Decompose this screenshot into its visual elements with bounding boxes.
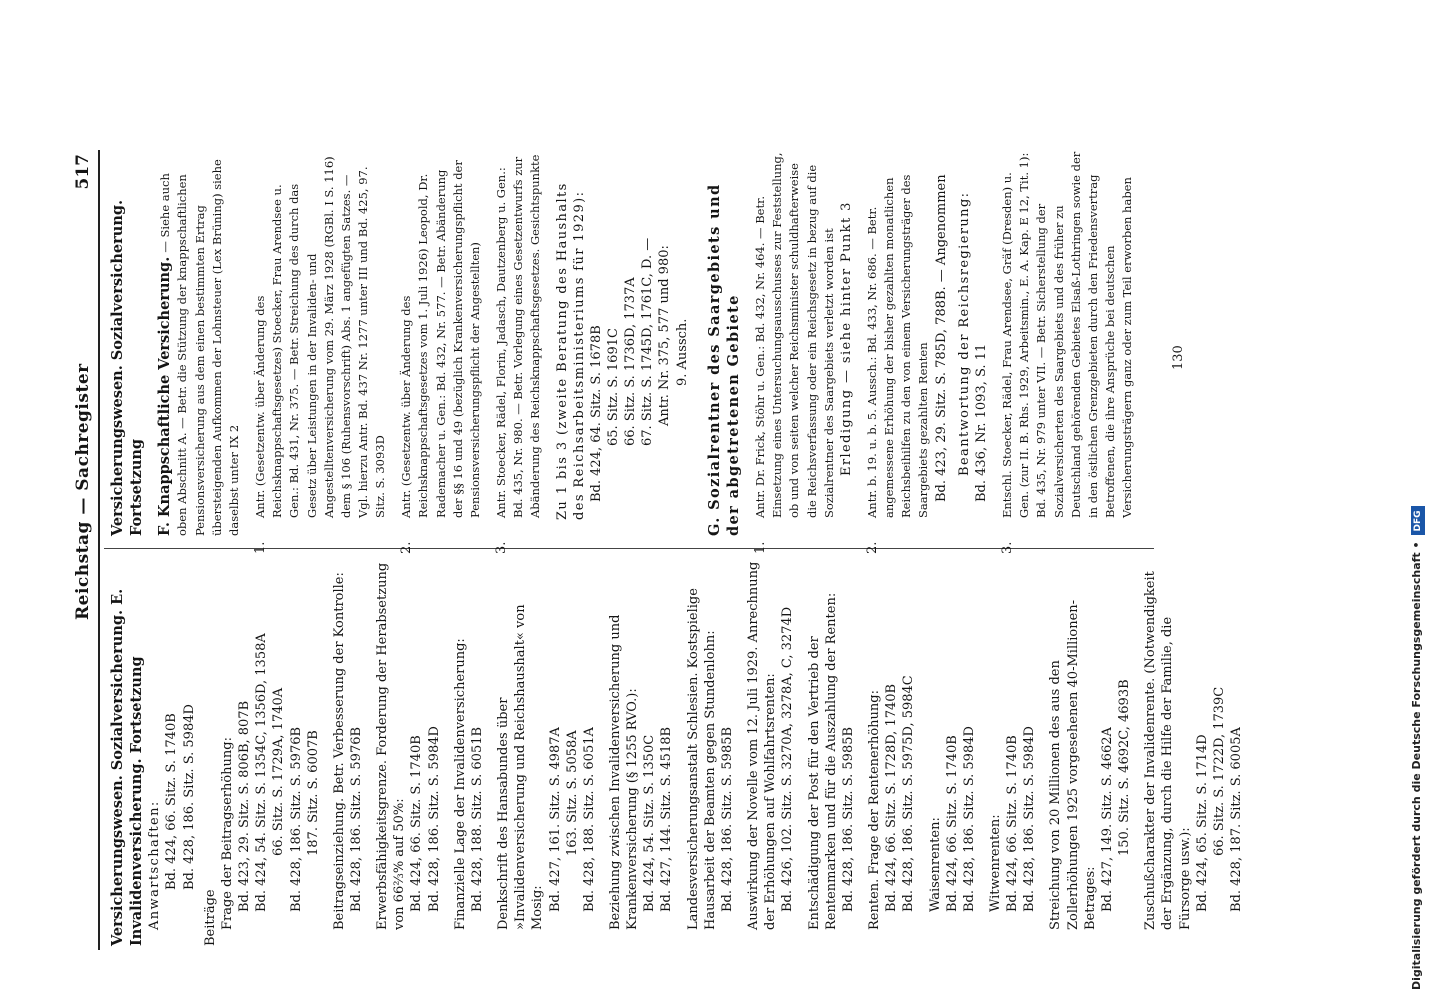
reference: 66. Sitz. S. 1729A, 1740A [271, 687, 287, 856]
entry-label: Zu 1 bis 3 (zweite Beratung des Haushalts des Reichsarbeitsministeriums für 1929): [554, 182, 587, 520]
subsection-beitraege: Beiträge [202, 889, 218, 946]
entry-label: Witwenrenten: [987, 814, 1003, 912]
reference: Bd. 423, 29. Sitz. S. 806B, 807B [237, 700, 253, 912]
reference: Bd. 428, 187. Sitz. S. 6005A [1229, 727, 1244, 912]
reference: 9. Aussch. [674, 318, 690, 386]
reference: Bd. 424, 54. Sitz. S. 1350C [642, 734, 658, 912]
page-number: 517 [73, 154, 93, 190]
reference: Bd. 428, 186. Sitz. S. 5984D [1022, 726, 1038, 912]
reference: Bd. 428, 186. Sitz. S. 5984D [961, 726, 977, 912]
entry-label: Zuschußcharakter der Invalidenrente. (Notwendigkeit der Ergänzung, durch die Hilfe der Familie, die Fürsorge usw.): [1143, 571, 1193, 930]
entry-label: Streichung von 20 Millionen des aus den Zollerhöhungen 1925 vorgesehenen 40-Millionen-Betrages: [1048, 599, 1098, 930]
entry-label: Entschädigung der Post für den Vertrieb der Rentenmarken und für die Auszahlung der Renten: [806, 592, 839, 930]
subsection-anwartschaften: Anwartschaften: [147, 800, 163, 930]
entry-label: Renten. Frage der Rentenerhöhung: [867, 690, 883, 930]
reference: 66. Sitz. S. 1722D, 1739C [1211, 686, 1227, 856]
right-column [108, 151, 1136, 554]
section-heading: Versicherungswesen. Sozialversicherung. Fortsetzung [109, 199, 146, 536]
digitization-notice [1402, 0, 1432, 1000]
reference: Bd. 424, 66. Sitz. S. 1740B [164, 713, 180, 890]
reference: Bd. 428, 186. Sitz. S. 5976B [288, 726, 304, 912]
list-item [398, 151, 484, 554]
entry-label: Beziehung zwischen Invalidenversicherung und Krankenversicherung (§ 1255 RVO.): [608, 614, 641, 930]
reference: Bd. 428, 186. Sitz. S. 5975D, 5984C [901, 675, 917, 912]
footer-number: 130 [1171, 345, 1186, 370]
entry-label: Landesversicherungsanstalt Schlesien. Kostspielige Hausarbeit der Beamten gegen Stundenlohn: [685, 588, 718, 930]
reference: Bd. 424, 66. Sitz. S. 1740B [1005, 735, 1021, 912]
item-number: 2. [399, 541, 415, 554]
list-item [864, 151, 933, 554]
entry-label: Denkschrift des Hansabundes über »Invalidenversicherung und Reichshaushalt« von Mosig: [496, 604, 546, 930]
reference: Bd. 428, 188. Sitz. S. 6051A [581, 727, 597, 912]
reference: Bd. 423, 29. Sitz. S. 785D, 788B. — Angenommen [933, 174, 949, 502]
reference: Bd. 424, 54. Sitz. S. 1354C, 1356D, 1358A [254, 633, 270, 912]
reference: Bd. 424, 66. Sitz. S. 1740B [409, 735, 425, 912]
left-column [108, 561, 1245, 946]
document-page [70, 150, 1244, 950]
running-head [70, 150, 100, 950]
reference: Bd. 428, 186. Sitz. S. 5985B [719, 726, 735, 912]
list-item [752, 151, 838, 554]
item-text: Antr. b. 19. u. b. 5. Aussch.: Bd. 433, Nr. 686. — Betr. angemessene Erhöhung der bisher gezahlten monatlichen Reichsbeihilfen zu den von einem Versicherungsträger des Saargebiets gezahlten Renten [864, 174, 931, 518]
item-text: Antr. (Gesetzentw. über Änderung des Reichsknappschaftsgesetzes vom 1. Juli 1926) Leopold, Dr. Rademacher u. Gen.: Bd. 432, Nr. 577. — Betr. Abänderung der §§ 16 und 49 (bezüglich Krankenversicherungspflicht der Pensionsversicherungspflicht der Angestellten) [399, 160, 482, 518]
list-item [252, 151, 389, 554]
entry-label: Beantwortung der Reichsregierung: [956, 191, 972, 476]
item-text: Antr. Stoecker, Rädel, Florin, Jadasch, Dautzenberg u. Gen.: Bd. 435, Nr. 980. — Betr. Vorlegung eines Gesetzentwurfs zur Abänderung des Reichsknappschaftsgesetzes. Gesichtspunkte [494, 154, 543, 518]
reference: 163. Sitz. S. 5058A [564, 730, 580, 856]
reference: 67. Sitz. S. 1745D, 1761C, D. — [640, 237, 656, 446]
item-number: 3. [494, 541, 510, 554]
reference: Bd. 428, 186. Sitz. S. 5984D [181, 704, 197, 890]
reference: 187. Sitz. S. 6007B [305, 730, 321, 856]
reference: Bd. 428, 186. Sitz. S. 5985B [840, 726, 856, 912]
reference: Bd. 424, 65. Sitz. S. 1714D [1194, 734, 1210, 912]
section-f-intro: — Siehe auch oben Abschnitt A. — Betr. die Stützung der knappschaftlichen Pensionsversicherung aus dem einen bestimmten Ertrag übersteigenden Aufkommen der Lohnsteuer (Lex Brüning) siehe daselbst unter IX 2 [158, 159, 241, 536]
reference: Bd. 428, 186. Sitz. S. 5984D [426, 726, 442, 912]
list-item [493, 151, 544, 554]
entry-label: Beitragseinziehung. Betr. Verbesserung der Kontrolle: [331, 572, 347, 930]
reference: Bd. 428, 186. Sitz. S. 5976B [348, 726, 364, 912]
section-heading: Versicherungswesen. Sozialversicherung. E. Invalidenversicherung. Fortsetzung [109, 588, 146, 946]
section-f [155, 151, 243, 536]
item-number: 3. [1000, 541, 1016, 554]
item-number: 1. [753, 541, 769, 554]
reference: 150. Sitz. S. 4692C, 4693B [1117, 679, 1133, 856]
entry-label: Auswirkung der Novelle vom 12. Juli 1929. Anrechnung der Erhöhungen auf Wohlfahrtsrenten: [746, 561, 779, 930]
reference: Bd. 424, 64. Sitz. S. 1678B [588, 325, 604, 502]
status-text: Erledigung — siehe hinter Punkt 3 [838, 201, 854, 476]
item-text: Antr. (Gesetzentw. über Änderung des Reichsknappschaftsgesetzes) Stoecker, Frau Arendsee u. Gen.: Bd. 431, Nr. 375. — Betr. Streichung des durch das Gesetz über Leistungen in der Invaliden- und Angestelltenversicherung vom 29. März 1928 (RGBl. I S. 116) dem § 106 (Ruhensvorschrift) Abs. 1 angefügten Satzes. — Vgl. hierzu Antr. Bd. 437 Nr. 1277 unter III und Bd. 425, 97. Sitz. S. 3093D [253, 156, 388, 518]
entry-label: Waisenrenten: [927, 817, 943, 912]
reference: Bd. 428, 188. Sitz. S. 6051B [469, 726, 485, 912]
reference: Bd. 424, 66. Sitz. S. 1740B [944, 735, 960, 912]
reference: 66. Sitz. S. 1736D, 1737A [623, 277, 639, 446]
reference: Antr. Nr. 375, 577 und 980: [657, 245, 673, 426]
digitization-text: Digitalisierung gefördert durch die Deutsche Forschungsgemeinschaft • [1410, 541, 1423, 990]
reference: Bd. 424, 66. Sitz. S. 1728D, 1740B [884, 683, 900, 912]
section-g-title: G. Sozialrentner des Saargebiets und der abgetretenen Gebiete [705, 183, 742, 536]
reference: Bd. 436, Nr. 1093, S. 11 [973, 343, 989, 502]
section-f-title: F. Knappschaftliche Versicherung. [156, 256, 174, 536]
item-text: Antr. Dr. Frick, Stöhr u. Gen.: Bd. 432, Nr. 464. — Betr. Einsetzung eines Untersuchungsausschusses zur Feststellung, ob und von seiten welcher Reichsminister schuldhafterweise die Reichsverfassung oder ein Reichsgesetz in bezug auf die Sozialrentner des Saargebiets verletzt worden ist [753, 152, 836, 518]
reference: Bd. 427, 161. Sitz. S. 4987A [547, 727, 563, 912]
running-head-title: Reichstag — Sachregister [73, 363, 93, 620]
item-number: 2. [864, 541, 880, 554]
dfg-logo: DFG [1411, 506, 1425, 535]
item-text: Entschl. Stoecker, Rädel, Frau Arendsee, Gräf (Dresden) u. Gen. (zur II. B. Rhs. 1929, Arbeitsmin., E. A. Kap. E 12, Tit. 1): Bd. 435, Nr. 979 unter VII. — Betr. Sicherstellung der Sozialversicherten des Saargebiets und des früher zu Deutschland gehörenden Gebietes Elsaß-Lothringen sowie der in den östlichen Grenzgebieten durch den Friedensvertrag Betroffenen, die ihre Ansprüche bei deutschen Versicherungsträgern ganz oder zum Teil erworben haben [1000, 151, 1135, 518]
list-item [999, 151, 1136, 554]
reference: Bd. 426, 102. Sitz. S. 3270A, 3278A, C, 3274D [780, 606, 796, 912]
reference: Bd. 427, 149. Sitz. S. 4662A [1099, 727, 1115, 912]
entry-label: Frage der Beitragserhöhung: [219, 736, 235, 930]
item-number: 1. [253, 541, 269, 554]
reference: 65. Sitz. S. 1691C [606, 328, 621, 446]
entry-label: Finanzielle Lage der Invalidenversicherung: [452, 638, 468, 930]
reference: Bd. 427, 144. Sitz. S. 4518B [659, 726, 675, 912]
entry-label: Erwerbsfähigkeitsgrenze. Forderung der Herabsetzung von 66⅔% auf 50%: [375, 562, 408, 930]
